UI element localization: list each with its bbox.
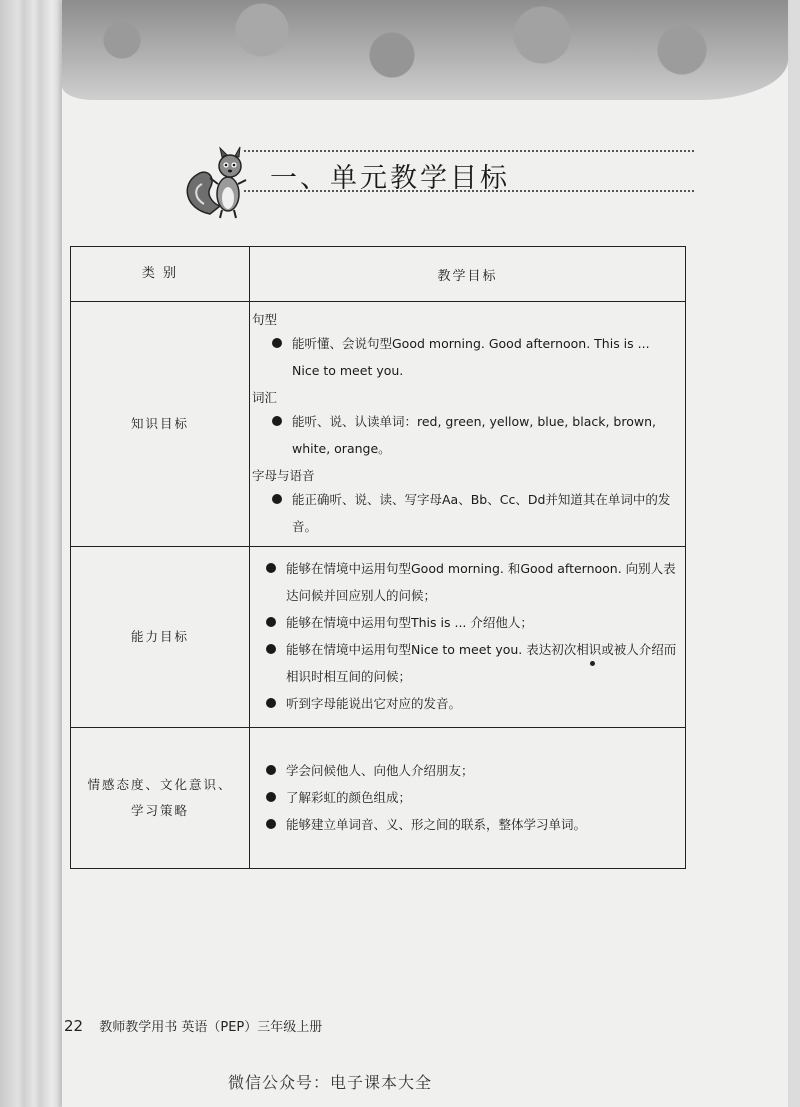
subheading-letters-phonics: 字母与语音: [252, 468, 315, 483]
header-goals: 教学目标: [250, 247, 686, 302]
bullet-icon: [272, 416, 282, 426]
decorative-floral-banner: [62, 0, 788, 100]
watermark-text: 微信公众号：电子课本大全: [228, 1073, 433, 1092]
table-header-row: [71, 247, 686, 302]
list-item: 能听、说、认读单词：red, green, yellow, blue, black, brown, white, orange。: [272, 408, 679, 462]
list-item: 能够在情境中运用句型Nice to meet you. 表达初次相识或被人介绍而相识时相互间的问候；: [266, 636, 679, 690]
category-line: 学习策略: [130, 803, 189, 818]
category-line: 情感态度、文化意识、: [87, 777, 233, 792]
goals-cell: [250, 302, 686, 547]
bullet-icon: [266, 698, 276, 708]
title-dotted-line-top: [244, 150, 694, 152]
category-cell: 能力目标: [71, 547, 250, 728]
bullet-icon: [266, 617, 276, 627]
table-row-attitude: [71, 728, 686, 869]
list-item: 能够在情境中运用句型This is ... 介绍他人；: [266, 609, 679, 636]
bullet-icon: [272, 338, 282, 348]
book-title: 教师教学用书 英语（PEP）三年级上册: [99, 1020, 323, 1035]
page-number: 22: [64, 1017, 84, 1035]
list-item: 听到字母能说出它对应的发音。: [266, 690, 679, 717]
subheading-vocabulary: 词汇: [252, 390, 278, 405]
squirrel-icon: [180, 144, 260, 224]
list-item: 学会问候他人、向他人介绍朋友；: [266, 757, 679, 784]
table-row-ability: [71, 547, 686, 728]
category-cell: [71, 728, 250, 869]
goals-cell: [250, 728, 686, 869]
bullet-icon: [266, 644, 276, 654]
page-title: 一、单元教学目标: [270, 163, 510, 194]
bullet-icon: [272, 494, 282, 504]
section-header: [180, 140, 700, 220]
bullet-icon: [266, 792, 276, 802]
header-category: 类 别: [71, 247, 250, 302]
list-item: 能够建立单词音、义、形之间的联系，整体学习单词。: [266, 811, 679, 838]
list-item: 能够在情境中运用句型Good morning. 和Good afternoon. 向别人表达问候并回应别人的问候；: [266, 555, 679, 609]
subheading-sentence-patterns: 句型: [252, 312, 278, 327]
goals-cell: [250, 547, 686, 728]
list-item: 能听懂、会说句型Good morning. Good afternoon. This is ... Nice to meet you.: [272, 330, 679, 384]
bullet-icon: [266, 819, 276, 829]
table-row-knowledge: [71, 302, 686, 547]
ink-dot: [590, 661, 595, 666]
page-footer: [64, 1016, 322, 1035]
teaching-goals-table: [70, 246, 686, 869]
list-item: 了解彩虹的颜色组成；: [266, 784, 679, 811]
list-item: 能正确听、说、读、写字母Aa、Bb、Cc、Dd并知道其在单词中的发音。: [272, 486, 679, 540]
bullet-icon: [266, 765, 276, 775]
category-cell: 知识目标: [71, 302, 250, 547]
bullet-icon: [266, 563, 276, 573]
title-dotted-line-bottom: [244, 190, 694, 192]
page-stack-edge: [0, 0, 70, 1107]
